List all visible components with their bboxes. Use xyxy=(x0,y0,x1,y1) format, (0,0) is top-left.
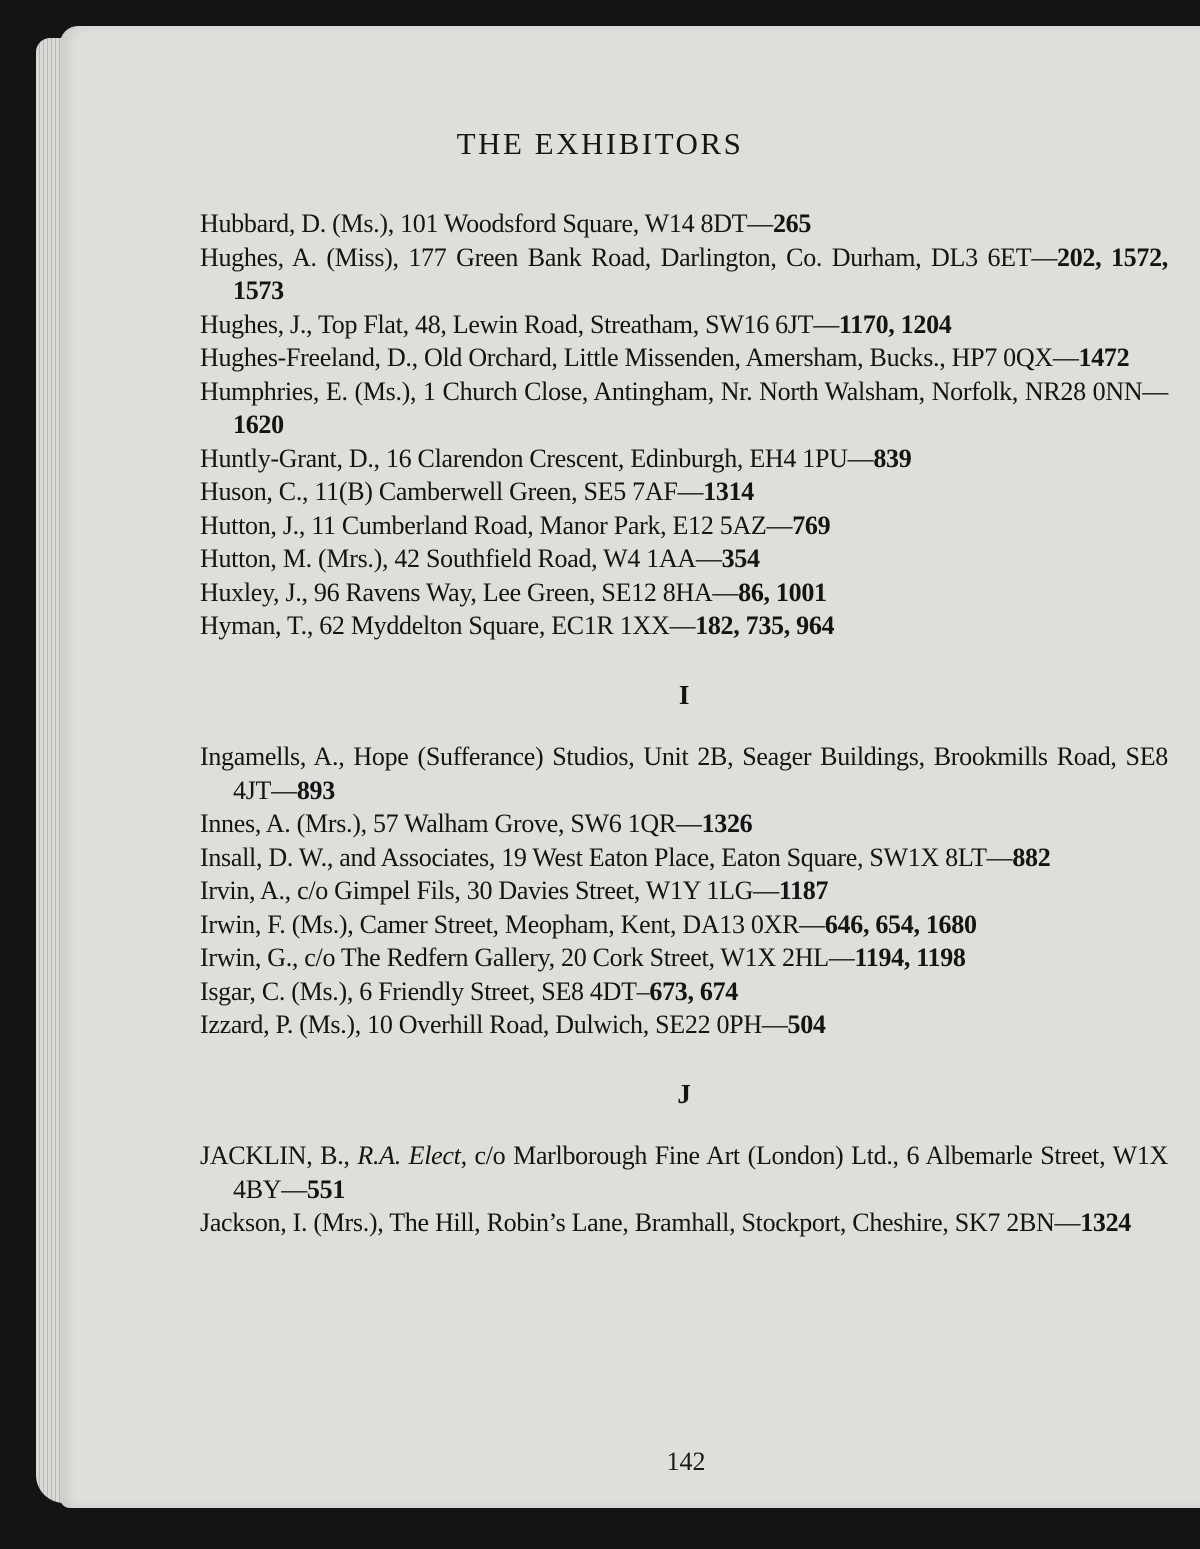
exhibitor-entry: Huxley, J., 96 Ravens Way, Lee Green, SE12 8HA—86, 1001 xyxy=(200,577,827,607)
exhibitor-entry: Irwin, G., c/o The Redfern Gallery, 20 Cork Street, W1X 2HL—1194, 1198 xyxy=(200,943,966,972)
page-header: THE EXHIBITORS xyxy=(456,126,744,161)
exhibitor-entry: Izzard, P. (Ms.), 10 Overhill Road, Dulwich, SE22 0PH—504 xyxy=(200,1010,826,1039)
section-letter-j: J xyxy=(677,1078,691,1109)
exhibitor-entry: Insall, D. W., and Associates, 19 West Eaton Place, Eaton Square, SW1X 8LT—882 xyxy=(200,842,1051,872)
exhibitor-entry: Hughes-Freeland, D., Old Orchard, Little Missenden, Amersham, Bucks., HP7 0QX—1472 xyxy=(200,343,1130,372)
exhibitor-entry: Jackson, I. (Mrs.), The Hill, Robin’s Lane, Bramhall, Stockport, Cheshire, SK7 2BN—1324 xyxy=(200,1208,1132,1237)
exhibitor-entry: Isgar, C. (Ms.), 6 Friendly Street, SE8 4DT–673, 674 xyxy=(200,976,738,1006)
exhibitor-list xyxy=(200,207,1168,1240)
exhibitor-entry: Hubbard, D. (Ms.), 101 Woodsford Square, W14 8DT—265 xyxy=(200,209,812,238)
exhibitor-entry: Huson, C., 11(B) Camberwell Green, SE5 7AF—1314 xyxy=(200,477,755,506)
page-number: 142 xyxy=(666,1447,706,1476)
section-letter-i: I xyxy=(678,679,690,710)
exhibitor-entry: Huntly-Grant, D., 16 Clarendon Crescent, Edinburgh, EH4 1PU—839 xyxy=(200,443,912,473)
exhibitor-entry: JACKLIN, B., R.A. Elect, c/o Marlborough Fine Art (London) Ltd., 6 Albemarle Street, W1X 4BY—551 xyxy=(200,1141,1168,1204)
exhibitor-entry: Irwin, F. (Ms.), Camer Street, Meopham, Kent, DA13 0XR—646, 654, 1680 xyxy=(200,909,977,939)
exhibitor-entry: Innes, A. (Mrs.), 57 Walham Grove, SW6 1QR—1326 xyxy=(200,809,753,838)
exhibitor-entry: Irvin, A., c/o Gimpel Fils, 30 Davies Street, W1Y 1LG—1187 xyxy=(200,876,829,905)
exhibitor-entry: Hutton, J., 11 Cumberland Road, Manor Park, E12 5AZ—769 xyxy=(200,510,831,540)
exhibitor-entry: Hutton, M. (Mrs.), 42 Southfield Road, W4 1AA—354 xyxy=(200,544,760,573)
exhibitor-entry: Hughes, J., Top Flat, 48, Lewin Road, Streatham, SW16 6JT—1170, 1204 xyxy=(200,309,952,339)
exhibitor-entry: Ingamells, A., Hope (Sufferance) Studios, Unit 2B, Seager Buildings, Brookmills Road, SE8 4JT—893 xyxy=(200,742,1168,805)
exhibitor-entry: Hughes, A. (Miss), 177 Green Bank Road, Darlington, Co. Durham, DL3 6ET—202, 1572, 1573 xyxy=(200,242,1168,305)
exhibitor-entry: Humphries, E. (Ms.), 1 Church Close, Antingham, Nr. North Walsham, Norfolk, NR28 0NN—1620 xyxy=(200,376,1168,439)
exhibitor-entry: Hyman, T., 62 Myddelton Square, EC1R 1XX—182, 735, 964 xyxy=(200,611,835,640)
